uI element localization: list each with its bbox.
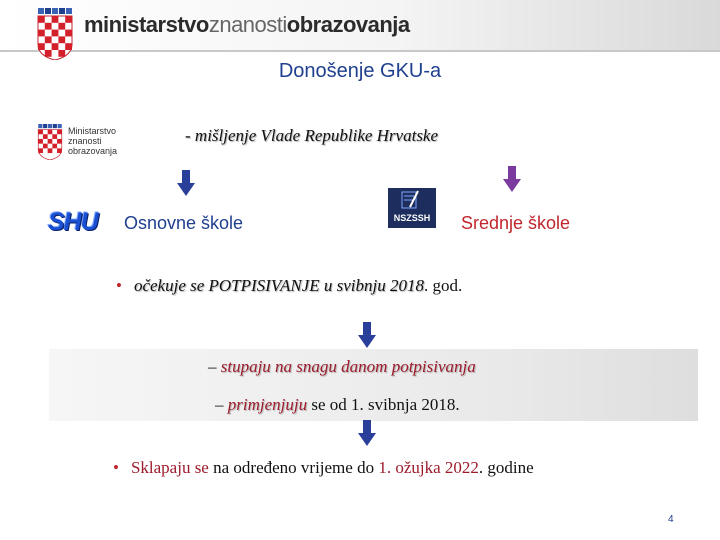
arrow-down-icon [358,420,376,446]
arrow-down-icon [177,170,195,196]
concluded-part2: na određeno vrijeme do [208,458,379,477]
panel-line1-emphasis: stupaju na snagu danom potpisivanja [220,357,476,376]
concluded-part1: Sklapaju se [130,458,209,477]
crest-crown-icon [38,8,72,14]
small-ministry-text: Ministarstvo znanosti obrazovanja [68,126,118,156]
panel-line1-prefix: – [208,357,221,376]
signing-expected-tail: . god. [423,276,463,295]
header-divider [0,50,720,52]
panel-line2-emphasis: primjenjuju [227,395,308,414]
secondary-schools-label: Srednje škole [461,213,571,233]
bullet-dot-icon: • [113,458,119,477]
nszssh-pen-icon [388,188,436,212]
small-crest-logo [36,124,64,160]
arrow-down-icon [358,322,376,348]
panel-line2-tail: se od 1. svibnja 2018. [307,395,460,414]
ministry-name [84,12,410,38]
bullet-signing-expected [116,276,462,296]
nszssh-logo [388,188,436,228]
small-crest-crown-icon [38,124,62,128]
ministry-name-part1: ministarstvo [84,12,209,37]
panel-line-applied [215,395,460,415]
shu-logo: SHU [48,208,98,236]
primary-schools-label: Osnovne škole [124,213,244,233]
bullet-dot-icon: • [116,276,122,295]
croatian-crest-logo [36,8,74,60]
government-opinion-text: - mišljenje Vlade Republike Hrvatske [185,126,439,145]
ministry-name-part2: znanosti [208,12,287,37]
panel-line-effective [208,357,476,377]
concluded-date: 1. ožujka 2022 [378,458,479,477]
signing-expected-emphasis: očekuje se POTPISIVANJE u svibnju 2018 [133,276,424,295]
concluded-part4: . godine [478,458,534,477]
ministry-name-part3: obrazovanja [286,12,410,37]
nszssh-logo-text: NSZSSH [393,213,431,223]
slide-title: Donošenje GKU-a [278,60,442,82]
bullet-concluded-until [113,458,534,478]
panel-line2-prefix: – [215,395,228,414]
arrow-down-purple-icon [503,166,521,192]
page-number: 4 [668,514,674,525]
